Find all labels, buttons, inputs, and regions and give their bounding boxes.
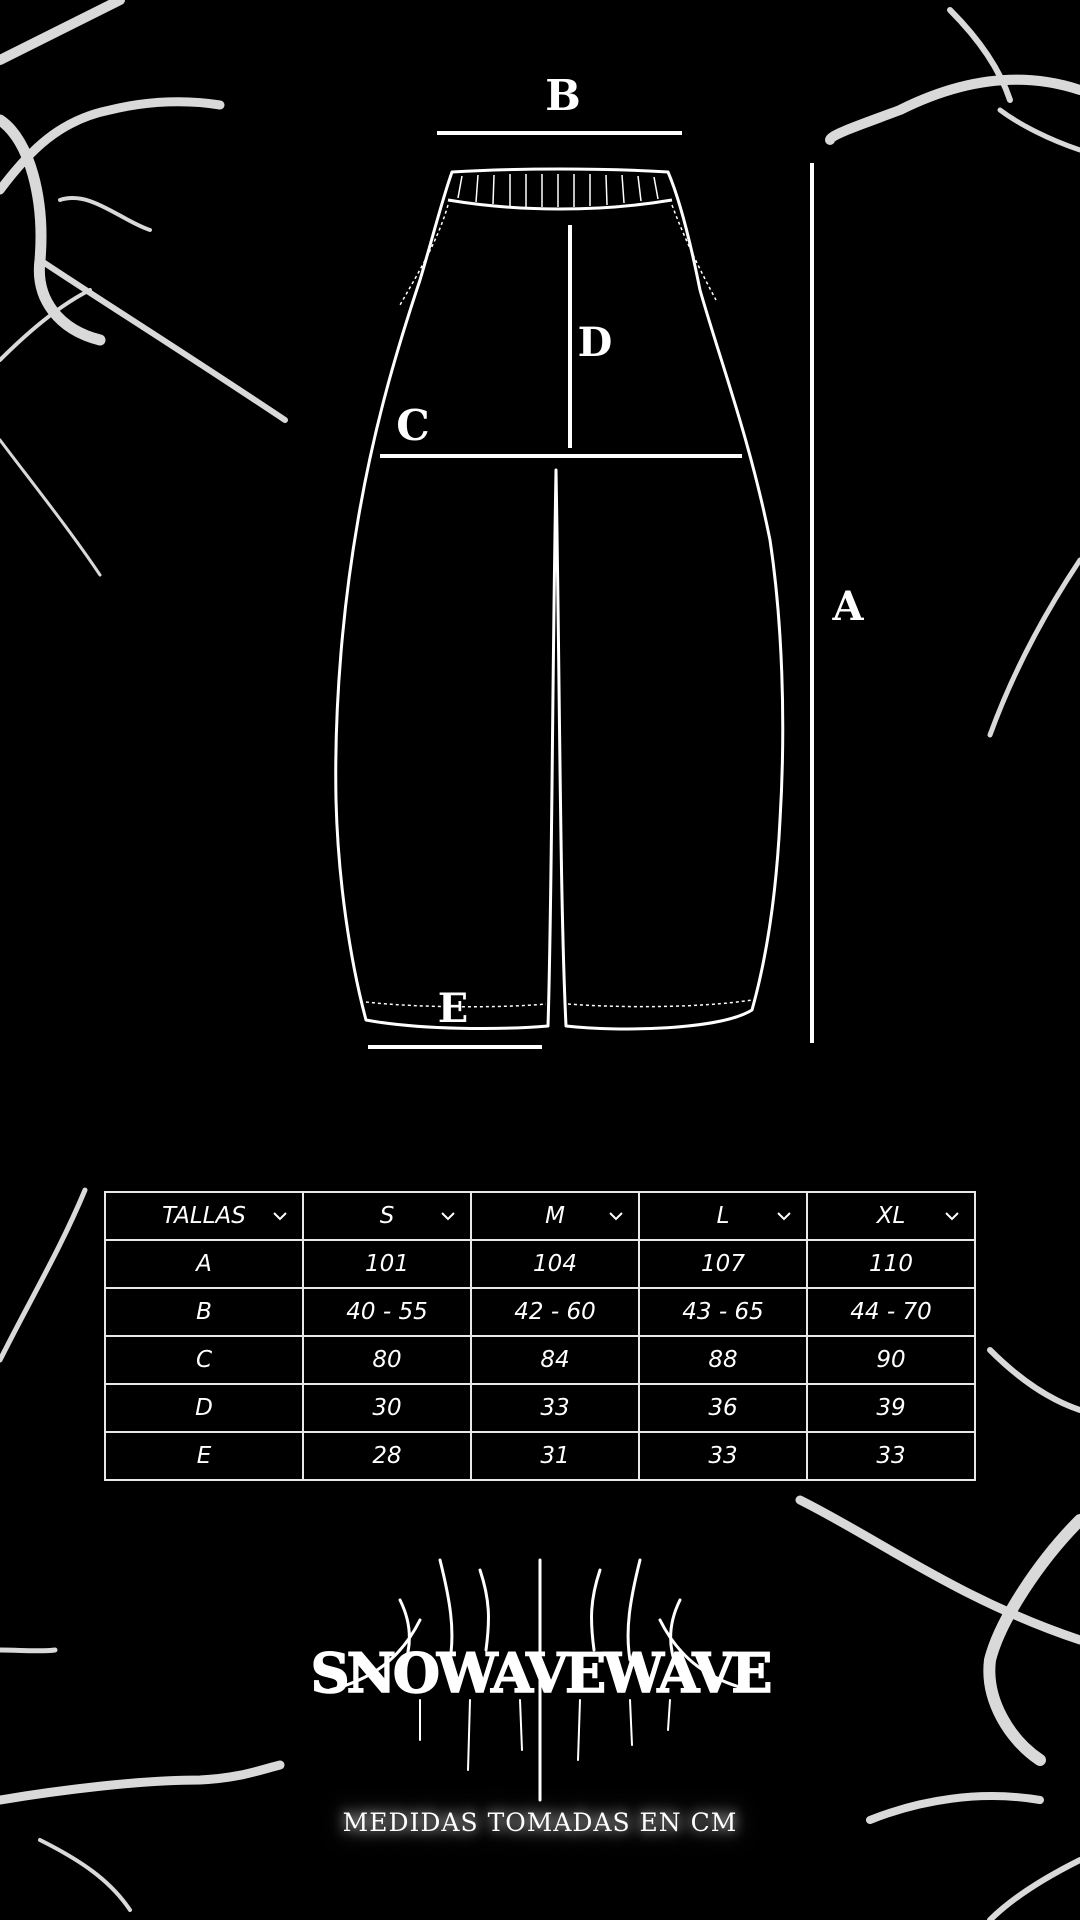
table-cell: 30 [303,1384,471,1432]
table-row [105,1288,975,1336]
right-pocket [672,205,716,300]
row-label: A [105,1240,303,1288]
label-a: A [832,583,864,630]
table-cell: 42 - 60 [471,1288,639,1336]
chevron-down-icon [776,1208,792,1224]
size-chart-table [104,1191,976,1481]
header-size-m[interactable] [471,1192,639,1240]
label-d: D [577,319,613,366]
table-cell: 44 - 70 [807,1288,975,1336]
table-cell: 36 [639,1384,807,1432]
table-cell: 40 - 55 [303,1288,471,1336]
table-row [105,1384,975,1432]
label-c: C [396,401,430,450]
table-cell: 39 [807,1384,975,1432]
chevron-down-icon [608,1208,624,1224]
chevron-down-icon [440,1208,456,1224]
table-cell: 31 [471,1432,639,1480]
brand-logo [311,1560,771,1800]
header-size-xl[interactable] [807,1192,975,1240]
table-cell: 110 [807,1240,975,1288]
table-row [105,1240,975,1288]
waistband [448,200,672,209]
header-label: M [545,1203,565,1229]
waistband-gathers [458,174,658,207]
header-tallas[interactable] [105,1192,303,1240]
row-label: D [105,1384,303,1432]
table-cell: 101 [303,1240,471,1288]
measurement-lines [368,133,812,1047]
row-label: E [105,1432,303,1480]
label-b: B [545,71,581,120]
logo-text: SNOWAVEWAVE [310,1641,770,1705]
chevron-down-icon [944,1208,960,1224]
table-header-row [105,1192,975,1240]
header-label: L [716,1203,730,1229]
header-label: S [379,1203,395,1229]
right-hem-stitch [568,1000,752,1007]
label-e: E [437,985,469,1032]
table-cell: 28 [303,1432,471,1480]
table-cell: 80 [303,1336,471,1384]
table-cell: 33 [471,1384,639,1432]
row-label: C [105,1336,303,1384]
table-row [105,1336,975,1384]
table-cell: 84 [471,1336,639,1384]
table-cell: 107 [639,1240,807,1288]
chevron-down-icon [272,1208,288,1224]
table-row [105,1432,975,1480]
table-cell: 33 [807,1432,975,1480]
header-size-l[interactable] [639,1192,807,1240]
header-label: TALLAS [162,1203,246,1229]
row-label: B [105,1288,303,1336]
table-cell: 88 [639,1336,807,1384]
table-cell: 33 [639,1432,807,1480]
footer-note: MEDIDAS TOMADAS EN CM [342,1808,738,1837]
table-cell: 90 [807,1336,975,1384]
table-cell: 43 - 65 [639,1288,807,1336]
left-pocket [400,205,448,305]
header-label: XL [876,1203,906,1229]
table-cell: 104 [471,1240,639,1288]
pants-diagram [336,169,783,1029]
header-size-s[interactable] [303,1192,471,1240]
